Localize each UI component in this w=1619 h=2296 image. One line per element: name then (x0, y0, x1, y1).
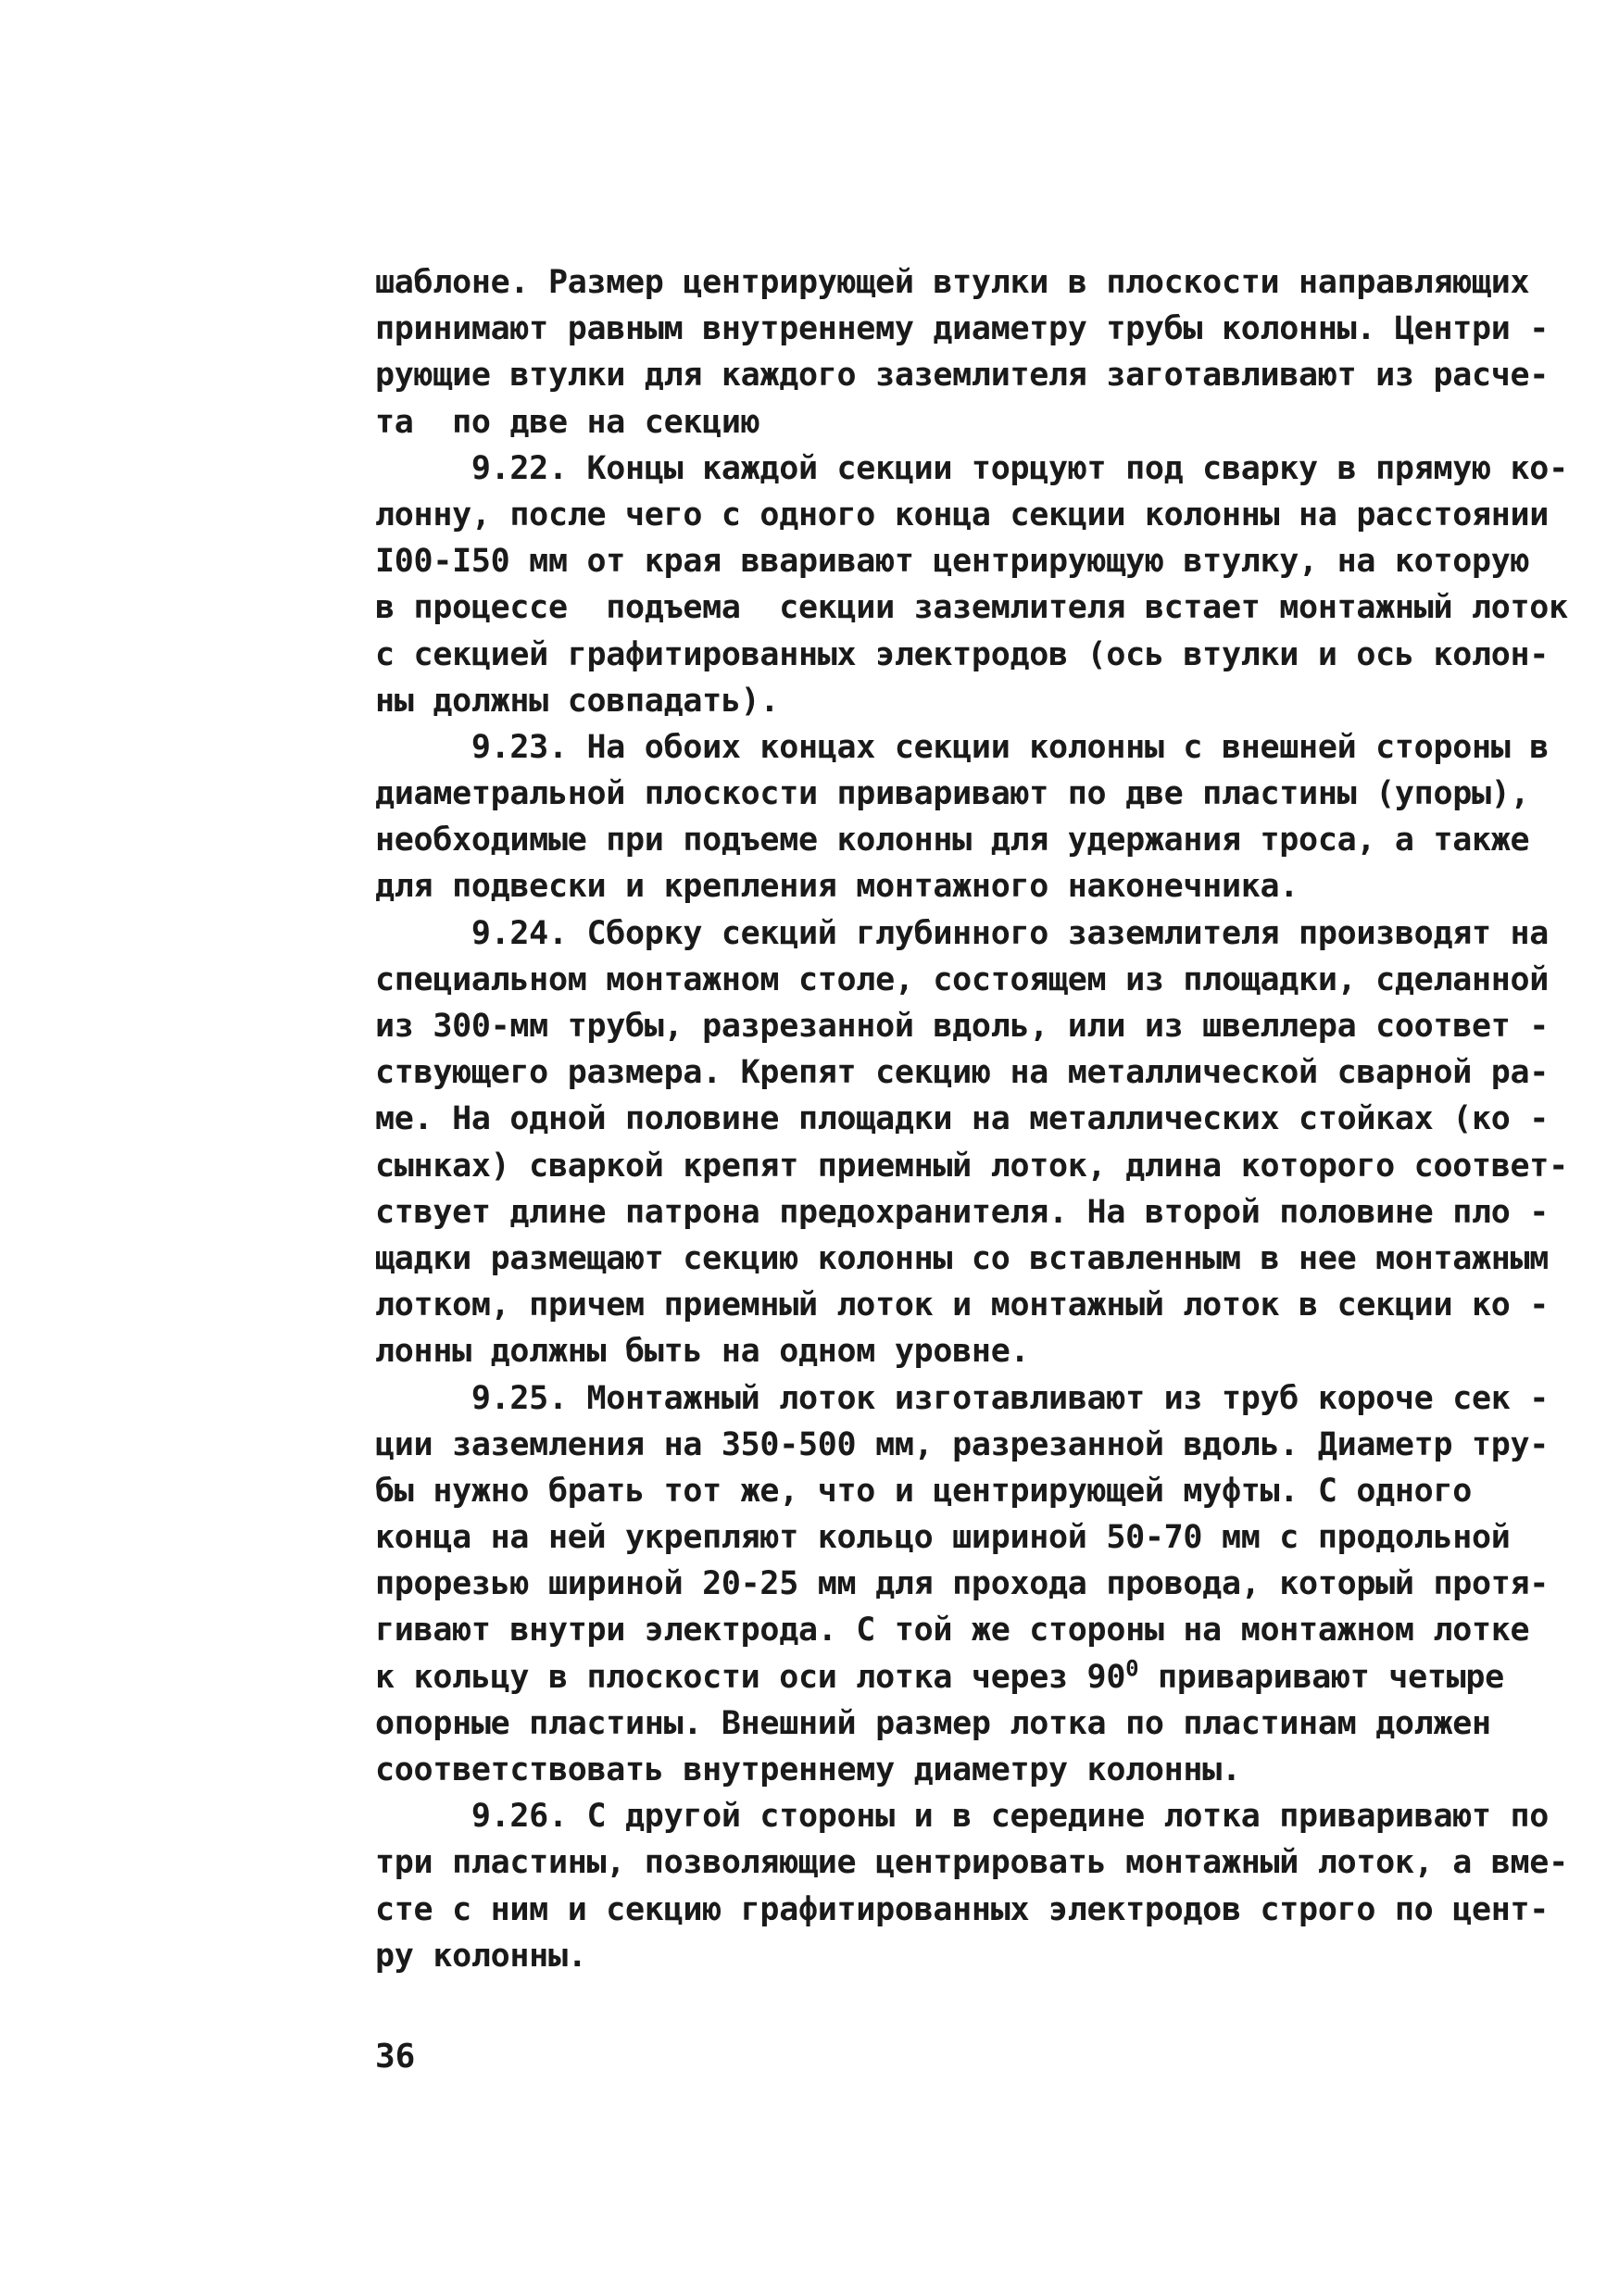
text-line: конца на ней укрепляют кольцо шириной 50-70 мм с продольной (375, 1519, 1511, 1557)
text-line: ру колонны. (375, 1937, 587, 1975)
paragraph-9-24-start: 9.24. Сборку секций глубинного заземлителя производят на (375, 914, 1550, 952)
text-line: та по две на секцию (375, 403, 760, 441)
text-line: щадки размещают секцию колонны со вставленным в нее монтажным (375, 1239, 1550, 1277)
text-line: специальном монтажном столе, состоящем из площадки, сделанной (375, 960, 1550, 998)
text-line: гивают внутри электрода. С той же стороны на монтажном лотке (375, 1612, 1530, 1650)
text-line: лонны должны быть на одном уровне. (375, 1333, 1030, 1371)
text-line: прорезью шириной 20-25 мм для прохода провода, который протя- (375, 1565, 1550, 1603)
text-line: ме. На одной половине площадки на металлических стойках (ко - (375, 1100, 1550, 1138)
paragraph-9-25-start: 9.25. Монтажный лоток изготавливают из труб короче сек - (375, 1379, 1550, 1417)
text-line: ны должны совпадать). (375, 682, 780, 720)
text-line-with-degree (375, 1654, 1561, 1700)
text-line: из 300-мм трубы, разрезанной вдоль, или из швеллера соответ - (375, 1008, 1550, 1045)
text-line: лотком, причем приемный лоток и монтажный лоток в секции ко - (375, 1286, 1550, 1324)
body-text (375, 259, 1568, 1979)
text-line: опорные пластины. Внешний размер лотка по пластинам должен (375, 1704, 1491, 1742)
text-line: лонну, после чего с одного конца секции колонны на расстоянии (375, 496, 1550, 533)
text-line: сте с ним и секцию графитированных электродов строго по цент- (375, 1890, 1550, 1928)
page-number: 36 (375, 2038, 416, 2076)
text-line: три пластины, позволяющие центрировать монтажный лоток, а вме- (375, 1844, 1568, 1882)
text-line: с секцией графитированных электродов (ось втулки и ось колон- (375, 635, 1550, 673)
text-line: соответствовать внутреннему диаметру колонны. (375, 1751, 1241, 1788)
text-line: диаметральной плоскости приваривают по две пластины (упоры), (375, 775, 1530, 813)
paragraph-9-26-start: 9.26. С другой стороны и в середине лотка приваривают по (375, 1798, 1550, 1836)
text-line: шаблоне. Размер центрирующей втулки в плоскости направляющих (375, 264, 1530, 301)
text-line: ствующего размера. Крепят секцию на металлической сварной ра- (375, 1054, 1550, 1092)
text-line: ствует длине патрона предохранителя. На второй половине пло - (375, 1193, 1550, 1231)
paragraph-9-22-start: 9.22. Концы каждой секции торцуют под сварку в прямую ко- (375, 449, 1568, 487)
text-line: сынках) сваркой крепят приемный лоток, длина которого соответ- (375, 1147, 1568, 1185)
text-line: необходимые при подъеме колонны для удержания троса, а также (375, 822, 1530, 859)
text-line-part: к кольцу в плоскости оси лотка через 90 (375, 1658, 1126, 1696)
text-line: в процессе подъема секции заземлителя встает монтажный лоток (375, 589, 1568, 627)
text-line: для подвески и крепления монтажного наконечника. (375, 868, 1299, 906)
text-line: рующие втулки для каждого заземлителя заготавливают из расче- (375, 357, 1550, 395)
degree-superscript: 0 (1125, 1654, 1139, 1681)
text-line-part: приваривают четыре (1138, 1658, 1504, 1696)
text-line: бы нужно брать тот же, что и центрирующей муфты. С одного (375, 1472, 1472, 1510)
paragraph-9-23-start: 9.23. На обоих концах секции колонны с внешней стороны в (375, 728, 1550, 766)
text-line: ции заземления на 350-500 мм, разрезанной вдоль. Диаметр тру- (375, 1425, 1550, 1463)
text-line: принимают равным внутреннему диаметру трубы колонны. Центри - (375, 310, 1550, 348)
text-line: I00-I50 мм от края вваривают центрирующую втулку, на которую (375, 543, 1530, 581)
